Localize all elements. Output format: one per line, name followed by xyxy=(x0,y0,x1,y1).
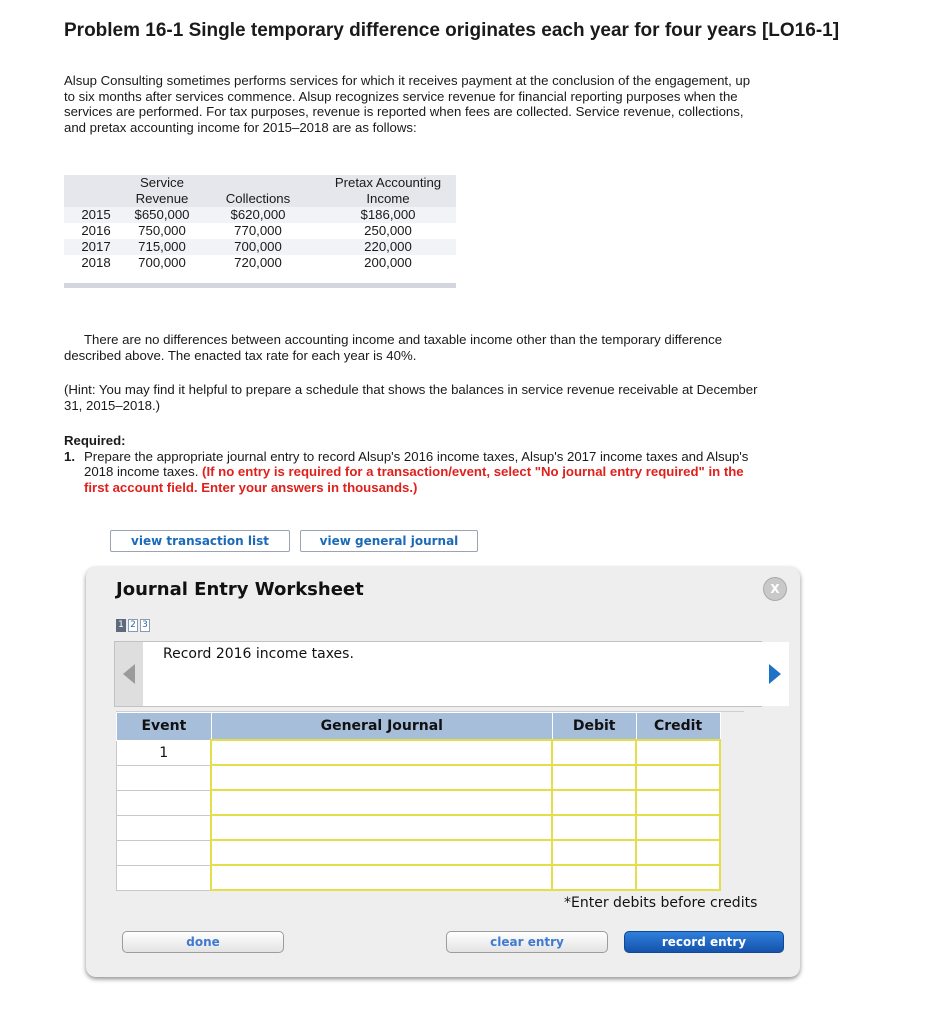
data-table xyxy=(64,175,456,271)
account-input[interactable] xyxy=(212,866,551,889)
cell-year: 2016 xyxy=(64,223,128,239)
debit-field[interactable] xyxy=(552,740,636,765)
cell-collections: 720,000 xyxy=(196,255,320,271)
cell-collections: $620,000 xyxy=(196,207,320,223)
cell-revenue: 700,000 xyxy=(128,255,196,271)
cell-collections: 770,000 xyxy=(196,223,320,239)
debit-input[interactable] xyxy=(553,766,635,789)
required-item-1 xyxy=(64,449,764,496)
debit-input[interactable] xyxy=(553,841,635,864)
header-service-revenue: Service Revenue xyxy=(128,175,196,207)
cell-year: 2015 xyxy=(64,207,128,223)
page-3-button[interactable]: 3 xyxy=(140,619,150,632)
account-input[interactable] xyxy=(212,841,551,864)
event-cell xyxy=(117,865,212,890)
event-cell xyxy=(117,790,212,815)
column-credit: Credit xyxy=(636,713,720,741)
record-entry-button[interactable]: record entry xyxy=(624,931,784,953)
journal-row xyxy=(117,740,721,765)
cell-income: $186,000 xyxy=(320,207,456,223)
debit-input[interactable] xyxy=(553,816,635,839)
credit-input[interactable] xyxy=(637,766,719,789)
account-input[interactable] xyxy=(212,816,551,839)
debit-input[interactable] xyxy=(553,791,635,814)
cell-revenue: 715,000 xyxy=(128,239,196,255)
credit-field[interactable] xyxy=(636,865,720,890)
account-field[interactable] xyxy=(211,790,552,815)
view-general-journal-button[interactable]: view general journal xyxy=(300,530,478,552)
credit-input[interactable] xyxy=(637,866,719,889)
credit-field[interactable] xyxy=(636,790,720,815)
required-instruction: (If no entry is required for a transaction/event, select "No journal entry required" in the first account field. Enter your answers in thousands.) xyxy=(84,464,744,495)
cell-revenue: $650,000 xyxy=(128,207,196,223)
journal-row xyxy=(117,815,721,840)
journal-entry-worksheet xyxy=(86,567,800,977)
event-cell: 1 xyxy=(117,740,212,765)
account-input[interactable] xyxy=(212,766,551,789)
journal-row xyxy=(117,765,721,790)
account-field[interactable] xyxy=(211,815,552,840)
header-pretax-income: Pretax Accounting Income xyxy=(320,175,456,207)
credit-field[interactable] xyxy=(636,815,720,840)
credit-input[interactable] xyxy=(637,791,719,814)
account-field[interactable] xyxy=(211,865,552,890)
page-title: Problem 16-1 Single temporary difference originates each year for four years [LO16-1] xyxy=(64,20,840,41)
credit-input[interactable] xyxy=(637,816,719,839)
credit-field[interactable] xyxy=(636,840,720,865)
credit-field[interactable] xyxy=(636,765,720,790)
debit-input[interactable] xyxy=(553,741,635,764)
transaction-description: Record 2016 income taxes. xyxy=(163,646,354,662)
page-1-button[interactable]: 1 xyxy=(116,619,126,632)
close-icon[interactable]: X xyxy=(763,577,787,601)
view-transaction-list-button[interactable]: view transaction list xyxy=(110,530,290,552)
cell-income: 200,000 xyxy=(320,255,456,271)
journal-row xyxy=(117,840,721,865)
event-cell xyxy=(117,815,212,840)
journal-row xyxy=(117,790,721,815)
table-row xyxy=(64,207,456,223)
clear-entry-button[interactable]: clear entry xyxy=(446,931,608,953)
required-number: 1. xyxy=(64,448,75,464)
event-cell xyxy=(117,765,212,790)
column-general-journal: General Journal xyxy=(211,713,552,741)
account-field[interactable] xyxy=(211,765,552,790)
cell-revenue: 750,000 xyxy=(128,223,196,239)
account-field[interactable] xyxy=(211,740,552,765)
credit-field[interactable] xyxy=(636,740,720,765)
header-year xyxy=(64,175,128,207)
journal-table xyxy=(116,712,721,891)
debit-field[interactable] xyxy=(552,790,636,815)
required-text: Prepare the appropriate journal entry to record Alsup's 2016 income taxes, Alsup's 2017 income taxes and Alsup's 2018 income taxes. (If no entry is required for a transaction/event, select "No journal entry required" in the first account field. Enter your answers in thousands.) xyxy=(84,448,749,495)
next-arrow-icon[interactable] xyxy=(761,642,789,706)
table-row xyxy=(64,255,456,271)
cell-year: 2017 xyxy=(64,239,128,255)
hint-paragraph: (Hint: You may find it helpful to prepare a schedule that shows the balances in service revenue receivable at December 31, 2015–2018.) xyxy=(64,382,758,413)
account-field[interactable] xyxy=(211,840,552,865)
worksheet-title: Journal Entry Worksheet xyxy=(116,579,364,600)
cell-collections: 700,000 xyxy=(196,239,320,255)
cell-year: 2018 xyxy=(64,255,128,271)
header-collections: Collections xyxy=(196,175,320,207)
debit-input[interactable] xyxy=(553,866,635,889)
debits-note: *Enter debits before credits xyxy=(564,895,758,911)
no-differences-paragraph: There are no differences between accounting income and taxable income other than the temporary difference described above. The enacted tax rate for each year is 40%. xyxy=(64,332,723,363)
previous-arrow-icon[interactable] xyxy=(115,642,143,706)
worksheet-pager xyxy=(116,619,150,632)
account-input[interactable] xyxy=(212,791,551,814)
account-input[interactable] xyxy=(212,741,551,764)
table-row xyxy=(64,239,456,255)
column-event: Event xyxy=(117,713,212,741)
credit-input[interactable] xyxy=(637,841,719,864)
event-cell xyxy=(117,840,212,865)
transaction-description-box xyxy=(114,641,762,707)
required-heading: Required: xyxy=(64,433,126,448)
page-2-button[interactable]: 2 xyxy=(128,619,138,632)
debit-field[interactable] xyxy=(552,765,636,790)
cell-income: 250,000 xyxy=(320,223,456,239)
debit-field[interactable] xyxy=(552,865,636,890)
table-row xyxy=(64,223,456,239)
required-section xyxy=(64,433,764,495)
cell-income: 220,000 xyxy=(320,239,456,255)
table-bottom-rule xyxy=(64,283,456,288)
column-debit: Debit xyxy=(552,713,636,741)
done-button[interactable]: done xyxy=(122,931,284,953)
intro-paragraph: Alsup Consulting sometimes performs services for which it receives payment at the conclusion of the engagement, up to six months after services commence. Alsup recognizes service revenue for financial reporting purposes when the services are performed. For tax purposes, revenue is reported when fees are collected. Service revenue, collections, and pretax accounting income for 2015–2018 are as follows: xyxy=(64,73,751,135)
debit-field[interactable] xyxy=(552,840,636,865)
debit-field[interactable] xyxy=(552,815,636,840)
journal-row xyxy=(117,865,721,890)
credit-input[interactable] xyxy=(637,741,719,764)
